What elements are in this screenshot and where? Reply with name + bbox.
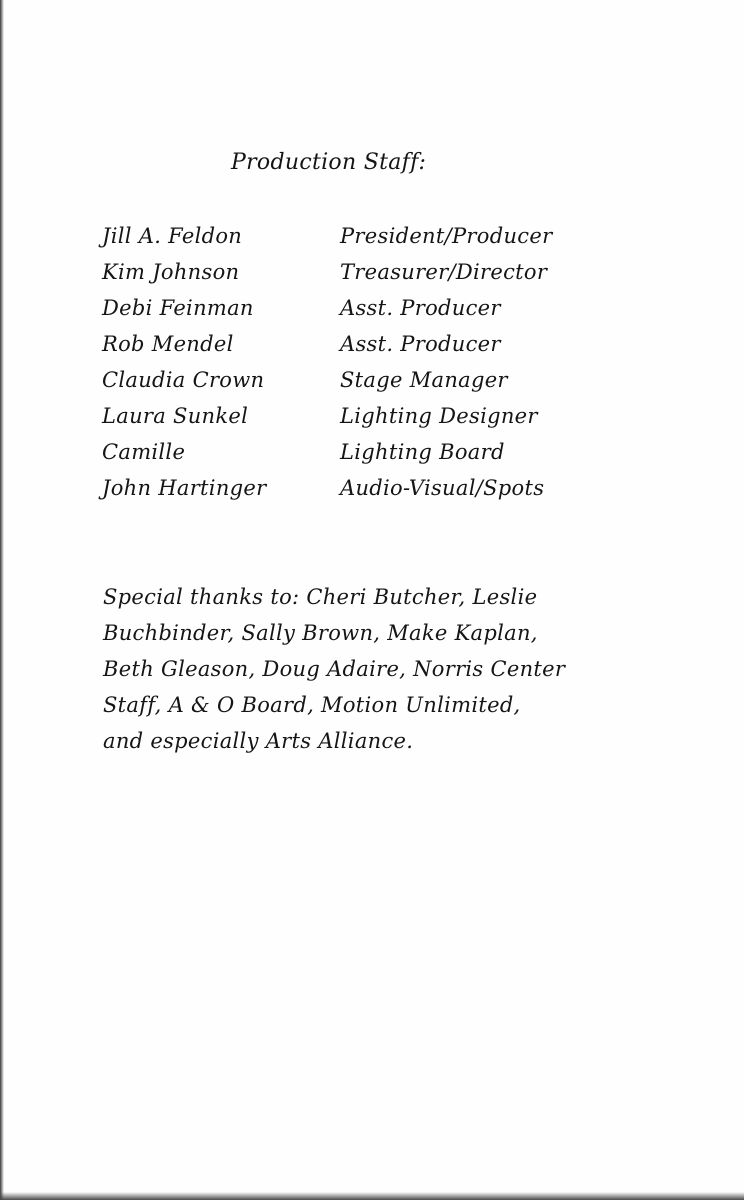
page-heading: Production Staff:: [231, 150, 427, 175]
special-thanks-paragraph: [103, 579, 623, 759]
staff-row: [102, 292, 602, 328]
staff-name: Debi Feinman: [102, 296, 254, 320]
staff-role: President/Producer: [340, 224, 553, 248]
staff-role: Lighting Designer: [340, 404, 538, 428]
staff-name: Kim Johnson: [102, 260, 240, 284]
thanks-line: Buchbinder, Sally Brown, Make Kaplan,: [103, 621, 538, 645]
staff-list: [102, 220, 602, 508]
staff-role: Treasurer/Director: [340, 260, 548, 284]
staff-role: Lighting Board: [340, 440, 505, 464]
thanks-line: Beth Gleason, Doug Adaire, Norris Center: [103, 657, 566, 681]
staff-row: [102, 256, 602, 292]
staff-row: [102, 328, 602, 364]
staff-role: Asst. Producer: [340, 332, 501, 356]
staff-role: Audio-Visual/Spots: [340, 476, 545, 500]
staff-row: [102, 400, 602, 436]
staff-name: Laura Sunkel: [102, 404, 249, 428]
staff-role: Asst. Producer: [340, 296, 501, 320]
staff-row: [102, 436, 602, 472]
thanks-line: Staff, A & O Board, Motion Unlimited,: [103, 693, 521, 717]
staff-name: John Hartinger: [102, 476, 267, 500]
staff-name: Jill A. Feldon: [102, 224, 243, 248]
scan-edge-shadow: [0, 0, 4, 1200]
staff-row: [102, 472, 602, 508]
staff-row: [102, 220, 602, 256]
thanks-line: Special thanks to: Cheri Butcher, Leslie: [103, 585, 538, 609]
scan-bottom-edge: [0, 1192, 744, 1200]
staff-role: Stage Manager: [340, 368, 508, 392]
staff-name: Claudia Crown: [102, 368, 265, 392]
staff-name: Rob Mendel: [102, 332, 234, 356]
staff-name: Camille: [102, 440, 186, 464]
staff-row: [102, 364, 602, 400]
thanks-line: and especially Arts Alliance.: [103, 729, 414, 753]
